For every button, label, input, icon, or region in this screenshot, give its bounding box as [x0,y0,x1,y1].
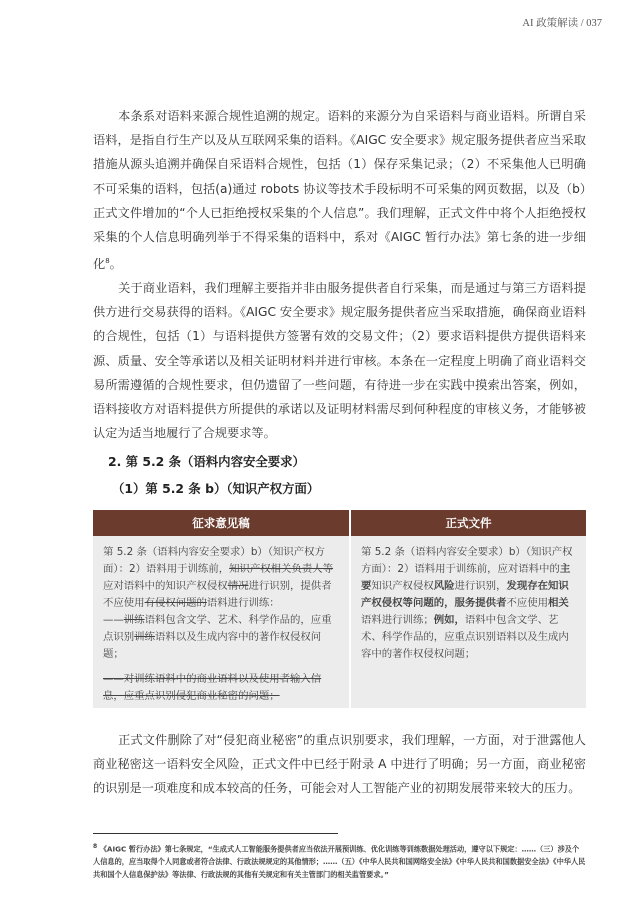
table-column-draft [93,510,349,716]
table-cell-final: 第 5.2 条（语料内容安全要求）b）（知识产权方面）：2）语料用于训练前，应对语料中的主要知识产权侵权风险进行识别，发现存在知识产权侵权等问题的，服务提供者不应使用相关语料进行训练；例如，语料中包含文学、艺术、科学作品的，应重点识别语料以及生成内容中的著作权侵权问题； [351,536,586,708]
section-heading: 2. 第 5.2 条（语料内容安全要求） [108,454,305,469]
table-header-draft: 征求意见稿 [93,510,349,536]
page-header: AI 政策解读 / 037 [522,18,602,29]
footnote: $^8$ 《AIGC 暂行办法》第七条规定，“生成式人工智能服务提供者应当依法开展预训练、优化训练等训练数据处理活动，遵守以下规定：……（三）涉及个人信息的，应当取得个人同意或者符合法律、行政法规规定的其他情形；……（五）《中华人民共和国网络安全法》《中华人民共和国数据安全法》《中华人民共和国个人信息保护法》等法律、行政法规的其他有关规定和有关主管部门的相关监管要求。” [93,843,586,880]
table-column-final [351,510,586,716]
paragraph-trade-secret: 正式文件删除了对“侵犯商业秘密”的重点识别要求，我们理解，一方面，对于泄露他人商业秘密这一语料安全风险，正式文件中已经于附录 A 中进行了明确；另一方面，商业秘密的识别是一项难度和成本较高的任务，可能会对人工智能产业的初期发展带来较大的压力。 [93,733,586,796]
paragraph-corpus-source: 本条系对语料来源合规性追溯的规定。语料的来源分为自采语料与商业语料。所谓自采语料，是指自行生产以及从互联网采集的语料。《AIGC 安全要求》规定服务提供者应当采取措施从源头追溯并确保自采语料合规性，包括（1）保存采集记录；（2）不采集他人已明确不可采集的语料，包括(a)通过 robots 协议等技术手段标明不可采集的网页数据，以及（b）正式文件增加的“个人已拒绝授权采集的个人信息”。我们理解，正式文件中将个人拒绝授权采集的个人信息明确列举于不得采集的语料中，系对《AIGC 暂行办法》第七条的进一步细化$^8$。 [93,109,586,272]
footnote-ref[interactable]: 8 [105,257,110,266]
footnote-divider [93,833,338,834]
subsection-heading: （1）第 5.2 条 b）（知识产权方面） [112,481,320,496]
table-cell-draft: 第 5.2 条（语料内容安全要求）b）（知识产权方面）：2）语料用于训练前，知识产权相关负责人等应对语料中的知识产权侵权情况进行识别，提供者不应使用有侵权问题的语料进行训练： ——训练语料包含文学、艺术、科学作品的，应重点识别训练语料以及生成内容中的著作权侵权问题； ——对训练语料中的商业语料以及使用者输入信息，应重点识别侵犯商业秘密的问题； [93,536,349,708]
comparison-table [93,510,586,716]
paragraph-commercial-corpus: 关于商业语料，我们理解主要指并非由服务提供者自行采集，而是通过与第三方语料提供方进行交易获得的语料。《AIGC 安全要求》规定服务提供者应当采取措施，确保商业语料的合规性，包括（1）与语料提供方签署有效的交易文件；（2）要求语料提供方提供语料来源、质量、安全等承诺以及相关证明材料并进行审核。本条在一定程度上明确了商业语料交易所需遵循的合规性要求，但仍遗留了一些问题，有待进一步在实践中摸索出答案，例如，语料接收方对语料提供方所提供的承诺以及证明材料需尽到何种程度的审核义务，才能够被认定为适当地履行了合规要求等。 [93,281,586,441]
paragraph-text: 本条系对语料来源合规性追溯的规定。语料的来源分为自采语料与商业语料。所谓自采语料，是指自行生产以及从互联网采集的语料。《AIGC 安全要求》规定服务提供者应当采取措施从源头追溯并确保自采语料合规性，包括（1）保存采集记录；（2）不采集他人已明确不可采集的语料，包括(a)通过 robots 协议等技术手段标明不可采集的网页数据，以及（b）正式文件增加的“个人已拒绝授权采集的个人信息”。我们理解，正式文件中将个人拒绝授权采集的个人信息明确列举于不得采集的语料中，系对《AIGC 暂行办法》第七条的进一步细化 [93,109,586,272]
table-header-final: 正式文件 [351,510,586,536]
